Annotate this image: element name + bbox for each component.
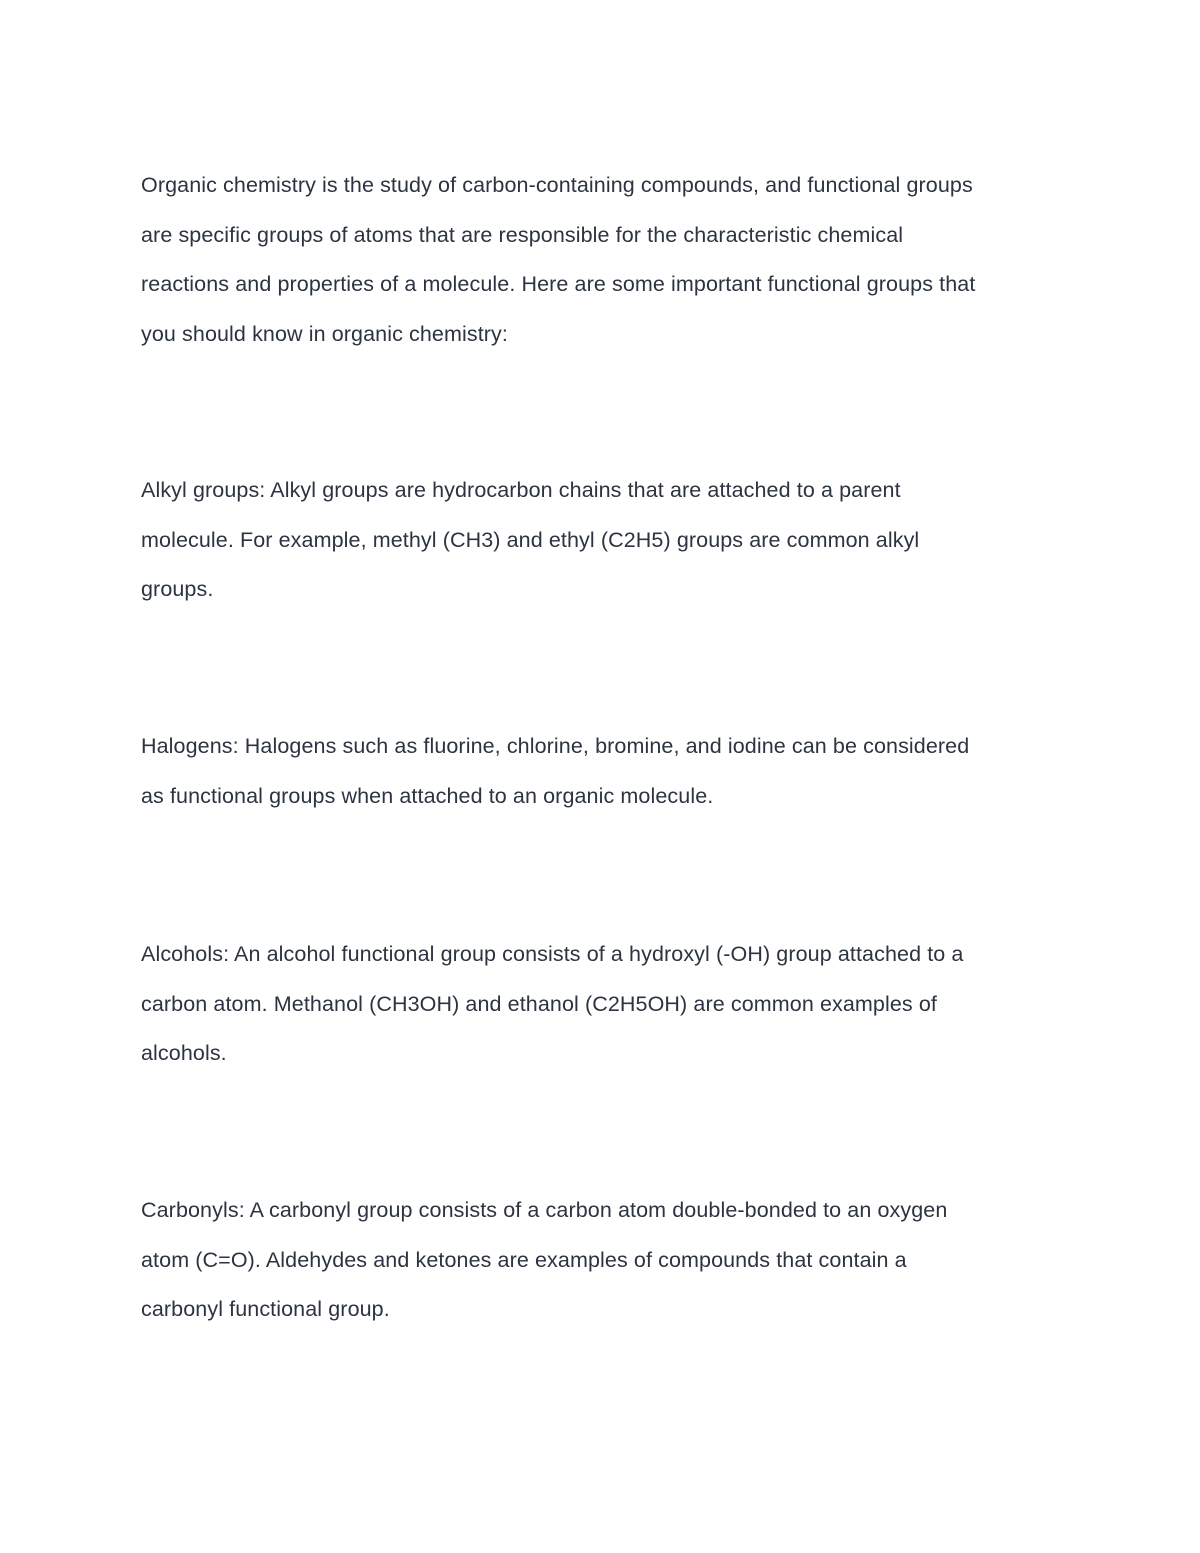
text-line: are specific groups of atoms that are responsible for the characteristic chemical [141, 222, 904, 247]
text-line: reactions and properties of a molecule. Here are some important functional groups that [141, 272, 976, 297]
text-line: atom (C=O). Aldehydes and ketones are examples of compounds that contain a [141, 1247, 907, 1272]
text-line: Halogens: Halogens such as fluorine, chlorine, bromine, and iodine can be considered [141, 734, 970, 758]
text-line: Carbonyls: A carbonyl group consists of a carbon atom double-bonded to an oxygen [141, 1198, 948, 1222]
alkyl-groups-paragraph [141, 466, 1071, 615]
text-line: groups. [141, 577, 214, 602]
halogens-paragraph [141, 722, 1071, 821]
text-line: carbonyl functional group. [141, 1297, 390, 1322]
text-line: Organic chemistry is the study of carbon-containing compounds, and functional groups [141, 173, 973, 197]
text-line: as functional groups when attached to an organic molecule. [141, 783, 714, 808]
text-line: carbon atom. Methanol (CH3OH) and ethanol (C2H5OH) are common examples of [141, 991, 937, 1016]
text-line: you should know in organic chemistry: [141, 321, 508, 346]
carbonyls-paragraph [141, 1186, 1071, 1335]
intro-paragraph [141, 161, 1071, 359]
text-line: alcohols. [141, 1041, 227, 1066]
text-line: Alcohols: An alcohol functional group consists of a hydroxyl (-OH) group attached to a [141, 942, 964, 966]
alcohols-paragraph [141, 930, 1071, 1079]
text-line: molecule. For example, methyl (CH3) and ethyl (C2H5) groups are common alkyl [141, 527, 920, 552]
text-line: Alkyl groups: Alkyl groups are hydrocarbon chains that are attached to a parent [141, 478, 901, 502]
